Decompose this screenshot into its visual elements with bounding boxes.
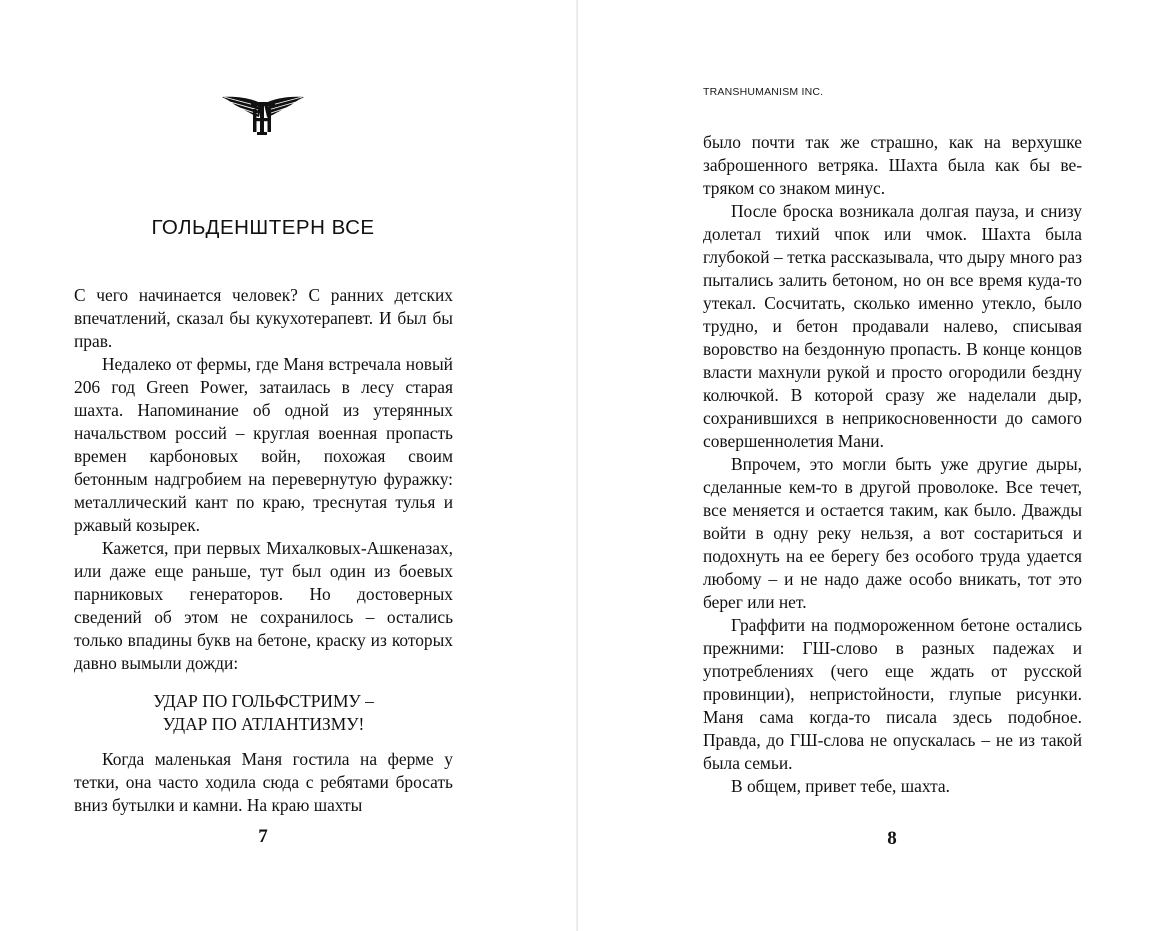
paragraph: было почти так же страшно, как на верхушке заброшенного ветряка. Шахта была как бы ветряком со знаком минус. [703, 132, 1082, 198]
page-number: 7 [258, 826, 268, 847]
chapter-title: ГОЛЬДЕНШТЕРН ВСЕ [151, 216, 375, 239]
winged-tn-monogram-icon [222, 94, 304, 136]
paragraph: В общем, привет тебе, шахта. [731, 776, 950, 796]
paragraph: Впрочем, это могли быть уже другие дыры, сделанные кем-то в другой проволоке. Все течет, все меняется и остается таким, как было. Дважды войти в одну реку нельзя, а вот состариться и подохнуть на ее берегу без особого труда удается любому – и не надо даже особо вникать, тот это берег или нет. [703, 454, 1082, 612]
left-page-body [74, 284, 453, 817]
epigraph-line: УДАР ПО АТЛАНТИЗМУ! [162, 714, 365, 734]
paragraph: С чего начинается человек? С ранних детских впечатлений, сказал бы кукухотерапевт. И был бы прав. [74, 285, 453, 351]
paragraph: Кажется, при первых Михалковых-Ашкеназах, или даже еще раньше, тут был один из боевых парниковых генераторов. Но достоверных сведений об этом не сохранилось – остались только впадины букв на бетоне, краску из которых давно вымыли дожди: [74, 538, 453, 673]
paragraph: Граффити на подмороженном бетоне остались прежними: ГШ-слово в разных падежах и употреблениях (чего еще ждать от русской провинции), непристойности, глупые рисунки. Маня сама когда-то писала здесь подобное. Правда, до ГШ-слова не опускалась – не из такой была семьи. [703, 615, 1082, 773]
paragraph: Недалеко от фермы, где Маня встречала новый 206 год Green Power, затаилась в лесу старая шахта. Напоминание об одной из утерянных начальством россий – круглая военная пропасть времен карбоновых войн, похожая своим бетонным надгробием на перевернутую фуражку: металлический кант по краю, треснутая тулья и ржавый козырек. [74, 354, 453, 535]
left-page [0, 0, 577, 931]
paragraph: После броска возникала долгая пауза, и снизу долетал тихий чпок или чмок. Шахта была глубокой – тетка рассказывала, что дыру много раз пытались залить бетоном, но он все время куда-то утекал. Сосчитать, сколько именно утекло, было трудно, и бетон продавали налево, списывая воровство на бездонную пропасть. В конце концов власти махнули рукой и просто огородили бездну колючкой. В которой сразу же наделали дыр, сохранившихся в неприкосновенности до самого совершеннолетия Мани. [703, 201, 1082, 451]
paragraph: Когда маленькая Маня гостила на ферме у тетки, она часто ходила сюда с ребятами бросать вниз бутылки и камни. На краю шахты [74, 749, 453, 815]
slogan-epigraph [74, 690, 453, 736]
right-page-body [703, 131, 1082, 798]
running-head: TRANSHUMANISM INC. [703, 86, 824, 98]
epigraph-line: УДАР ПО ГОЛЬФСТРИМУ – [153, 691, 374, 711]
page-number: 8 [887, 828, 897, 849]
